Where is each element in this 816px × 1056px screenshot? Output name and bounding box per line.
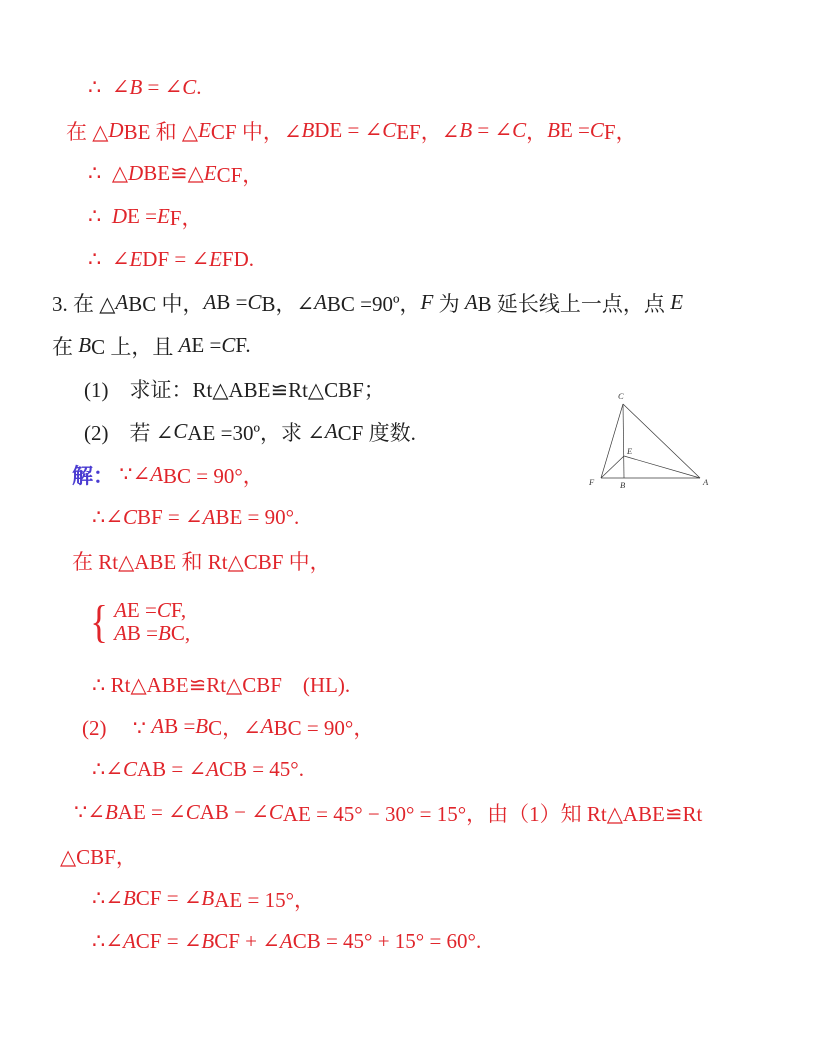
sol2-de-eq-ef: [88, 195, 816, 238]
text-segment: EF，∠: [396, 119, 460, 144]
sol2-congruence-dbe-ecf: [88, 152, 816, 195]
text-segment: CF，: [216, 162, 264, 187]
text-segment: C: [589, 118, 604, 142]
text-segment: ∴ ∠: [88, 247, 130, 271]
text-segment: ∴: [88, 204, 112, 228]
text-segment: C: [268, 800, 283, 824]
text-segment: ，: [526, 119, 548, 144]
text-segment: CB = 45°.: [218, 757, 304, 781]
text-segment: E =: [127, 204, 157, 228]
text-segment: ∴∠: [92, 757, 123, 781]
text-segment: A: [314, 290, 327, 314]
text-segment: C: [156, 598, 171, 622]
text-segment: ∴∠: [92, 505, 123, 529]
text-segment: B: [195, 714, 209, 738]
text-segment: E: [670, 290, 684, 314]
text-segment: CF 度数.: [337, 420, 416, 445]
text-segment: △CBF，: [60, 844, 137, 869]
text-segment: (1) 求证：Rt△ABE≌Rt△CBF；: [84, 377, 385, 402]
text-segment: A: [324, 419, 338, 443]
text-segment: FD.: [221, 247, 255, 271]
text-segment: AE = 45° − 30° = 15°，由（1）知 Rt△ABE≌Rt: [282, 801, 703, 826]
diagram-label-e: E: [627, 446, 633, 456]
text-segment: C: [512, 118, 527, 142]
triangle-figure: [586, 385, 716, 490]
text-segment: BE≌△: [143, 161, 204, 185]
text-segment: ∴∠: [92, 886, 123, 910]
text-segment: 为: [433, 291, 465, 316]
text-segment: B: [201, 929, 215, 953]
sol3-angle-acf-result: [92, 920, 816, 963]
sol3-angle-cbf-eq-abe: [92, 496, 816, 539]
text-segment: ∴∠: [92, 929, 123, 953]
text-segment: A: [279, 929, 293, 953]
diagram-label-f: F: [589, 477, 595, 487]
text-segment: 在 Rt△ABE 和 Rt△CBF 中，: [72, 549, 331, 574]
text-segment: BE = 90°.: [215, 505, 300, 529]
text-segment: D: [111, 204, 128, 228]
text-segment: F.: [235, 333, 251, 357]
cases-rows: [114, 599, 190, 645]
text-segment: B: [122, 886, 136, 910]
text-segment: A: [202, 505, 216, 529]
text-segment: ∵∠: [74, 800, 105, 824]
text-segment: AE =30º，求 ∠: [187, 420, 325, 445]
sol3-cases-system: [88, 582, 816, 662]
text-segment: B: [78, 333, 92, 357]
text-segment: E: [209, 247, 222, 271]
text-segment: (2) ∵: [82, 715, 152, 740]
text-segment: C: [185, 800, 200, 824]
text-segment: C: [182, 75, 197, 99]
text-segment: A: [151, 714, 165, 738]
text-segment: ∴ Rt△ABE≌Rt△CBF (HL).: [92, 672, 351, 697]
text-segment: .: [196, 75, 202, 99]
text-segment: BC 中，: [128, 291, 204, 316]
text-segment: BC = 90°，: [163, 463, 264, 488]
text-segment: DE = ∠: [314, 118, 383, 142]
sol3-angle-bae-calc: [74, 791, 816, 834]
text-segment: CF + ∠: [214, 929, 280, 953]
text-segment: F,: [170, 598, 187, 622]
edge-CF: [601, 404, 623, 478]
text-segment: B: [104, 800, 118, 824]
text-segment: E: [156, 204, 170, 228]
sol3-angle-bcf-eq-bae: [92, 877, 816, 920]
text-segment: AB − ∠: [199, 800, 269, 824]
text-segment: E =: [559, 118, 590, 142]
text-segment: E: [129, 247, 143, 271]
problem3-statement-line1: [52, 281, 816, 324]
text-segment: B =: [216, 290, 248, 314]
text-segment: BC =90º，: [326, 291, 421, 316]
text-segment: E: [198, 118, 211, 142]
cases-row: [114, 599, 190, 622]
text-segment: C: [247, 290, 262, 314]
text-segment: CF = ∠: [135, 929, 202, 953]
text-segment: E =: [126, 598, 157, 622]
text-segment: B: [158, 621, 171, 645]
text-segment: A: [206, 757, 219, 781]
text-segment: B 延长线上一点，点: [477, 291, 671, 316]
text-segment: B: [547, 118, 560, 142]
text-segment: 在 △: [66, 119, 109, 144]
text-segment: C: [221, 333, 236, 357]
text-segment: CF = ∠: [135, 886, 202, 910]
text-segment: BC = 90°，: [273, 715, 375, 740]
text-segment: BF = ∠: [136, 505, 203, 529]
text-segment: AE = 15°，: [214, 887, 315, 912]
sol2-angle-b-eq-angle-c: [88, 66, 816, 109]
text-segment: D: [128, 161, 144, 185]
text-segment: F，: [169, 205, 203, 230]
text-segment: = ∠: [472, 118, 513, 142]
text-segment: C，∠: [208, 715, 261, 740]
text-segment: A: [260, 714, 274, 738]
text-segment: A: [114, 598, 127, 622]
text-segment: A: [115, 290, 129, 314]
text-segment: A: [203, 290, 217, 314]
text-segment: C,: [170, 621, 191, 645]
sol2-angle-edf-eq-efd: [88, 238, 816, 281]
text-segment: A: [178, 333, 192, 357]
left-brace: {: [90, 596, 108, 647]
text-segment: AB = ∠: [136, 757, 207, 781]
text-segment: (2) 若 ∠: [84, 420, 174, 445]
text-segment: C: [122, 757, 137, 781]
text-segment: ∴ ∠: [88, 75, 130, 99]
cases-row: [114, 622, 190, 645]
diagram-label-a: A: [703, 477, 709, 487]
edge-CB: [623, 404, 624, 478]
sol3-angle-cab-eq-acb: [92, 748, 816, 791]
sol3-part2-given: [82, 705, 816, 748]
text-segment: AE = ∠: [117, 800, 186, 824]
text-segment: B: [459, 118, 473, 142]
text-segment: F: [420, 290, 434, 314]
diagram-label-c: C: [618, 391, 624, 401]
text-segment: 解：: [72, 463, 114, 488]
sol2-triangle-setup: [66, 109, 816, 152]
text-segment: C: [173, 419, 188, 443]
text-segment: A: [464, 290, 478, 314]
text-segment: B =: [126, 621, 159, 645]
text-segment: E =: [191, 333, 222, 357]
text-segment: B: [201, 886, 215, 910]
text-segment: B: [301, 118, 315, 142]
sol3-rt-triangle-setup: [72, 539, 816, 582]
text-segment: 在: [52, 334, 79, 359]
text-segment: B: [129, 75, 143, 99]
text-segment: BE 和 △: [123, 119, 199, 144]
text-segment: D: [108, 118, 124, 142]
text-segment: C: [122, 505, 137, 529]
text-segment: B =: [164, 714, 196, 738]
text-segment: 3. 在 △: [52, 291, 116, 316]
problem3-statement-line2: [52, 324, 816, 367]
text-segment: = ∠: [142, 75, 183, 99]
sol3-congruence-hl: [92, 662, 816, 705]
text-segment: A: [150, 462, 164, 486]
text-segment: E: [203, 161, 217, 185]
sol3-triangle-cbf-cont: [60, 834, 816, 877]
geometry-diagram: [586, 385, 716, 496]
text-segment: C 上，且: [91, 334, 179, 359]
text-segment: CB = 45° + 15° = 60°.: [292, 929, 482, 953]
diagram-label-b: B: [620, 480, 626, 490]
text-segment: B，∠: [261, 291, 315, 316]
text-segment: A: [122, 929, 136, 953]
text-segment: C: [382, 118, 397, 142]
text-segment: DF = ∠: [142, 247, 210, 271]
text-segment: ∵∠: [114, 462, 151, 486]
text-segment: A: [114, 621, 127, 645]
text-segment: ∴ △: [88, 161, 129, 185]
text-segment: F，: [603, 119, 637, 144]
text-segment: CF 中，∠: [210, 119, 302, 144]
